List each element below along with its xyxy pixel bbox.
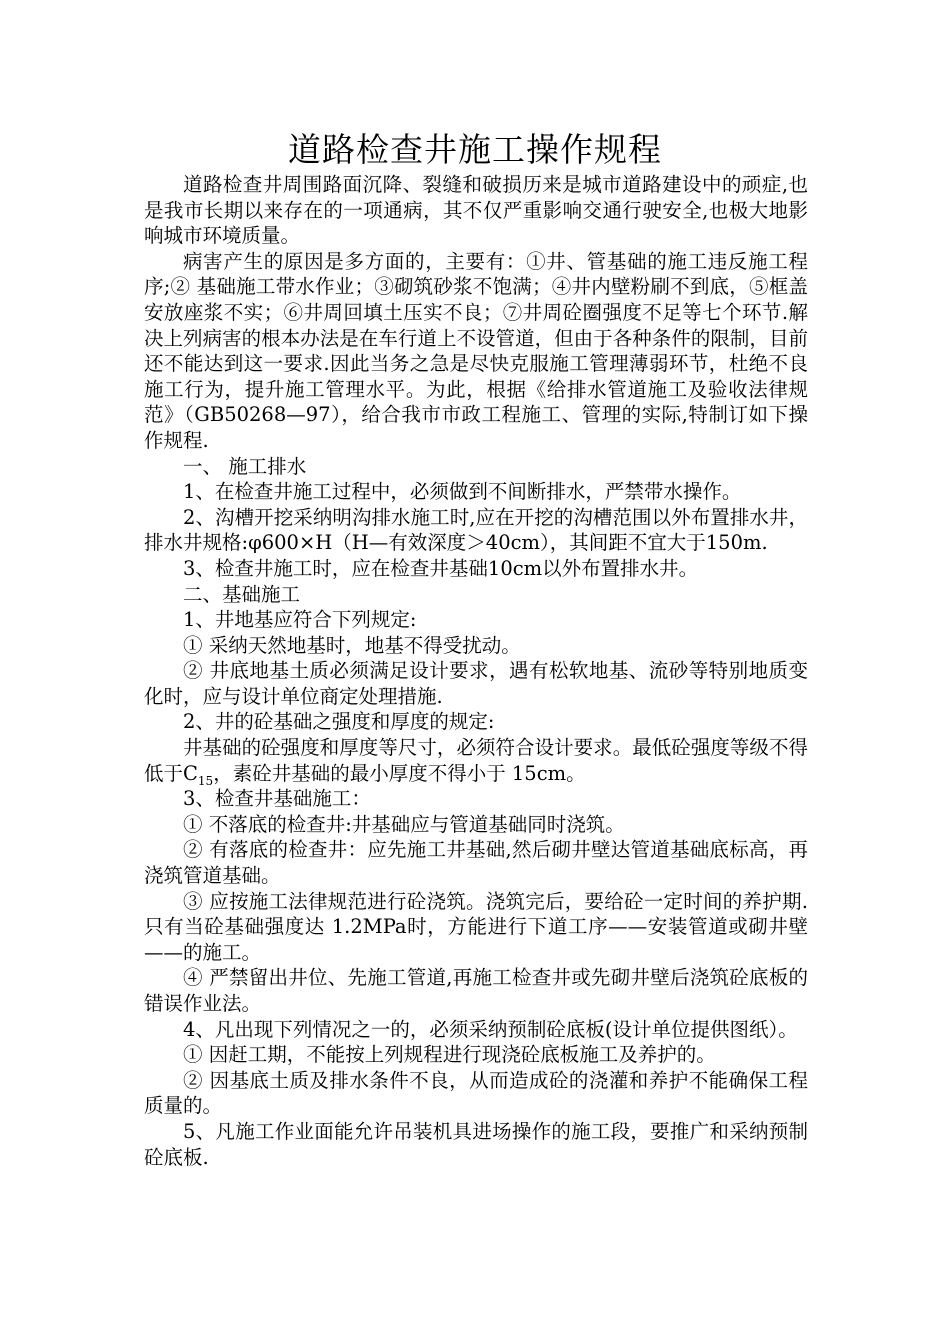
foundation-item-1-a: ① 采纳天然地基时，地基不得受扰动。	[183, 633, 521, 657]
foundation-item-3-a: ① 不落底的检查井:井基础应与管道基础同时浇筑。	[183, 812, 625, 836]
causes-paragraph: 病害产生的原因是多方面的，主要有：①井、管基础的施工违反施工程序;② 基础施工带水作业；③砌筑砂浆不饱满；④井内壁粉刷不到底，⑤框盖安放座浆不实；⑥井周回填土压实不良；⑦井周砼圈强度不足等七个环节.解决上列病害的根本办法是在车行道上不设管道，但由于各种条件的限制，目前还不能达到这一要求.因此当务之急是尽快克服施工管理薄弱环节，杜绝不良施工行为，提升施工管理水平。为此，根据《给排水管道施工及验收法律规范》（GB50268—97），给合我市市政工程施工、管理的实际,特制订如下操作规程.	[144, 249, 808, 452]
foundation-item-1: 1、井地基应符合下列规定:	[183, 608, 417, 632]
concrete-text-head: 井基础的砼强度和厚度等尺寸，必须符合设计要求。最低砼强度等级不得低于C	[144, 736, 808, 785]
foundation-item-2: 2、井的砼基础之强度和厚度的规定:	[183, 710, 495, 734]
foundation-item-3-d: ④ 严禁留出井位、先施工管道,再施工检查井或先砌井壁后浇筑砼底板的错误作业法。	[144, 966, 808, 1015]
drainage-item-1: 1、在检查井施工过程中，必须做到不间断排水，严禁带水操作。	[183, 480, 742, 504]
document-title: 道路检查井施工操作规程	[288, 130, 662, 169]
foundation-item-5: 5、凡施工作业面能允许吊装机具进场操作的施工段，要推广和采纳预制砼底板.	[144, 1119, 808, 1169]
section-heading-drainage: 一、 施工排水	[183, 454, 307, 478]
concrete-text-tail: ，素砼井基础的最小厚度不得小于 15cm。	[213, 761, 586, 785]
foundation-item-4: 4、凡出现下列情况之一的，必须采纳预制砼底板(设计单位提供图纸）。	[183, 1017, 798, 1041]
foundation-item-4-a: ① 因赶工期，不能按上列规程进行现浇砼底板施工及养护的。	[183, 1043, 716, 1067]
drainage-item-2: 2、沟槽开挖采纳明沟排水施工时,应在开挖的沟槽范围以外布置排水井，排水井规格:φ600×H（H—有效深度＞40cm），其间距不宜大于150m.	[144, 505, 808, 555]
foundation-item-3-b: ② 有落底的检查井：应先施工井基础,然后砌井壁达管道基础底标高，再浇筑管道基础。	[144, 838, 808, 888]
foundation-item-3: 3、检查井基础施工：	[183, 787, 371, 811]
document-body	[144, 172, 808, 1170]
foundation-item-1-b: ② 井底地基土质必须满足设计要求，遇有松软地基、流砂等特别地质变化时，应与设计单位商定处理措施.	[144, 659, 808, 708]
section-heading-foundation: 二、基础施工	[183, 582, 301, 606]
foundation-item-4-b: ② 因基底土质及排水条件不良，从而造成砼的浇灌和养护不能确保工程质量的。	[144, 1068, 808, 1118]
concrete-grade-subscript: 15	[197, 773, 214, 788]
foundation-item-2-text	[144, 735, 808, 786]
intro-paragraph: 道路检查井周围路面沉降、裂缝和破损历来是城市道路建设中的顽症,也是我市长期以来存在的一项通病，其不仅严重影响交通行驶安全,也极大地影响城市环境质量。	[144, 173, 808, 248]
foundation-item-3-c: ③ 应按施工法律规范进行砼浇筑。浇筑完后，要给砼一定时间的养护期.只有当砼基础强度达 1.2MPa时，方能进行下道工序——安装管道或砌井壁——的施工。	[144, 889, 808, 964]
drainage-item-3: 3、检查井施工时，应在检查井基础10cm以外布置排水井。	[183, 556, 699, 580]
